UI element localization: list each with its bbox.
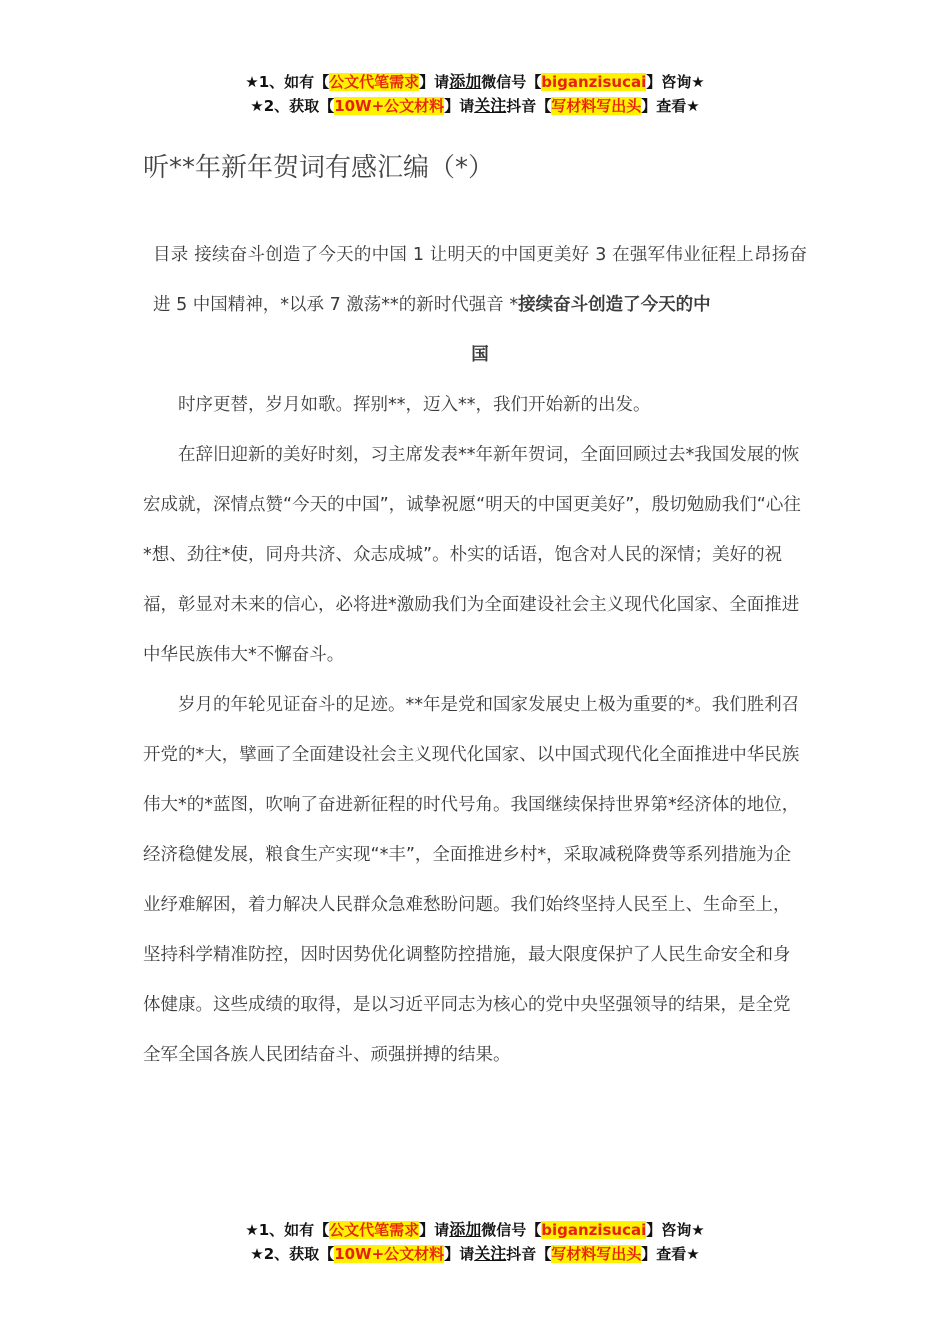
promo-text: 】请 — [419, 73, 450, 91]
promo-emphasis: 关注 — [474, 1244, 507, 1263]
promo-text: 微信号【 — [481, 1221, 542, 1239]
promo-text: ★1、如有【 — [245, 73, 330, 91]
promo-line-2 — [0, 1242, 950, 1266]
promo-text: 】请 — [444, 97, 475, 115]
promo-text: 】查看★ — [641, 1245, 700, 1263]
document-title: 听**年新年贺词有感汇编（*） — [143, 153, 495, 183]
promo-emphasis: 添加 — [449, 72, 482, 91]
promo-text: ★1、如有【 — [245, 1221, 330, 1239]
promo-text: 抖音【 — [506, 97, 552, 115]
promo-text: 】查看★ — [641, 97, 700, 115]
promo-text: ★2、获取【 — [250, 1245, 335, 1263]
promo-text: 】请 — [444, 1245, 475, 1263]
promo-highlight: 公文代笔需求 — [329, 73, 420, 91]
promo-highlight: 10W+公文材料 — [334, 97, 445, 115]
promo-highlight: 10W+公文材料 — [334, 1245, 445, 1263]
promo-banner-top — [0, 70, 950, 118]
promo-text: 微信号【 — [481, 73, 542, 91]
section-heading: 接续奋斗创造了今天的中 — [518, 295, 711, 315]
promo-text: 】咨询★ — [646, 1221, 705, 1239]
promo-text: 】咨询★ — [646, 73, 705, 91]
document-body — [143, 230, 807, 1080]
promo-highlight: 写材料写出头 — [551, 97, 642, 115]
promo-text: ★2、获取【 — [250, 97, 335, 115]
section-heading-end: 国 — [471, 345, 489, 365]
paragraph: 时序更替，岁月如歌。挥别**，迈入**，我们开始新的出发。 — [178, 395, 651, 415]
promo-emphasis: 关注 — [474, 96, 507, 115]
toc-text: 目录 接续奋斗创造了今天的中国 1 让明天的中国更美好 3 在强军伟业征程上昂扬奋进 5 中国精神，*以承 7 激荡**的新时代强音 * — [153, 245, 807, 315]
promo-highlight: 写材料写出头 — [551, 1245, 642, 1263]
paragraph: 在辞旧迎新的美好时刻，习主席发表**年新年贺词，全面回顾过去*我国发展的恢宏成就，深情点赞“今天的中国”，诚挚祝愿“明天的中国更美好”，殷切勉励我们“心往*想、劲往*使，同舟共济、众志成城”。朴实的话语，饱含对人民的深情；美好的祝福，彰显对未来的信心，必将进*激励我们为全面建设社会主义现代化国家、全面推进中华民族伟大*不懈奋斗。 — [143, 445, 801, 665]
promo-emphasis: 添加 — [449, 1220, 482, 1239]
promo-highlight: biganzisucai — [541, 1221, 647, 1239]
promo-line-2 — [0, 94, 950, 118]
table-of-contents — [143, 230, 807, 380]
promo-line-1 — [0, 70, 950, 94]
promo-highlight: 公文代笔需求 — [329, 1221, 420, 1239]
paragraph: 岁月的年轮见证奋斗的足迹。**年是党和国家发展史上极为重要的*。我们胜利召开党的*大，擘画了全面建设社会主义现代化国家、以中国式现代化全面推进中华民族伟大*的*蓝图，吹响了奋进新征程的时代号角。我国继续保持世界第*经济体的地位，经济稳健发展，粮食生产实现“*丰”，全面推进乡村*，采取减税降费等系列措施为企业纾难解困，着力解决人民群众急难愁盼问题。我们始终坚持人民至上、生命至上，坚持科学精准防控，因时因势优化调整防控措施，最大限度保护了人民生命安全和身体健康。这些成绩的取得，是以习近平同志为核心的党中央坚强领导的结果，是全党全军全国各族人民团结奋斗、顽强拼搏的结果。 — [143, 695, 800, 1065]
promo-line-1 — [0, 1218, 950, 1242]
promo-text: 抖音【 — [506, 1245, 552, 1263]
promo-banner-bottom — [0, 1218, 950, 1266]
promo-highlight: biganzisucai — [541, 73, 647, 91]
promo-text: 】请 — [419, 1221, 450, 1239]
